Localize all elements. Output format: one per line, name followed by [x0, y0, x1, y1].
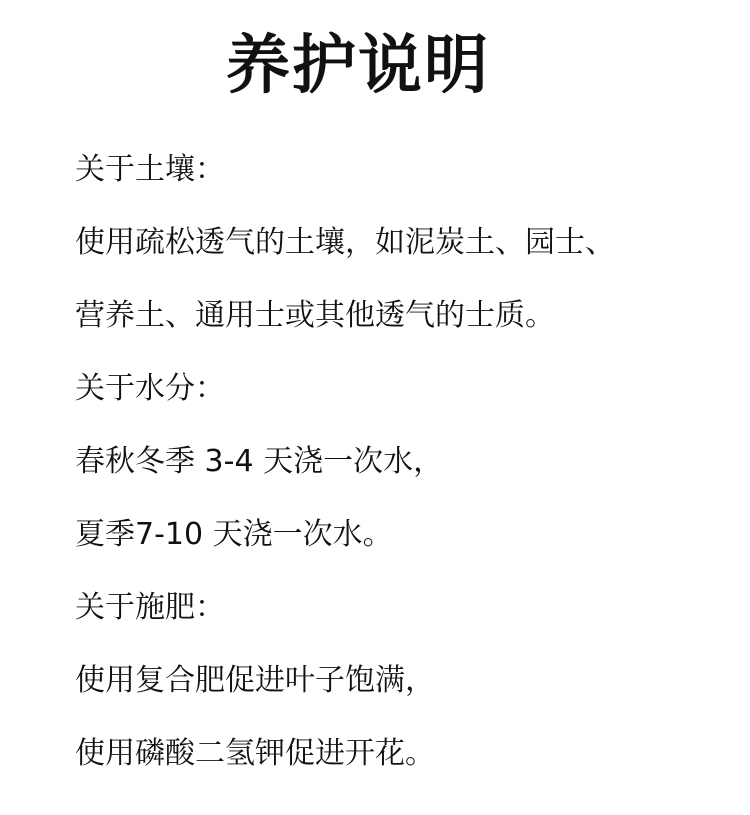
- fertilizer-text-line-2: 使用磷酸二氢钾促进开花。: [75, 736, 435, 771]
- section-heading-fertilizer: 关于施肥：: [75, 590, 225, 625]
- soil-text-line-1: 使用疏松透气的土壤，如泥炭土、园士、: [75, 225, 615, 260]
- fertilizer-text-line-1: 使用复合肥促进叶子饱满，: [75, 663, 435, 698]
- water-text-line-1: 春秋冬季 3-4 天浇一次水，: [75, 444, 444, 479]
- soil-text-line-2: 营养土、通用士或其他透气的士质。: [75, 298, 555, 333]
- water-text-line-2: 夏季7-10 天浇一次水。: [75, 517, 393, 552]
- section-heading-water: 关于水分：: [75, 371, 225, 406]
- page-title: 养护说明: [226, 29, 490, 103]
- section-heading-soil: 关于土壤：: [75, 152, 225, 187]
